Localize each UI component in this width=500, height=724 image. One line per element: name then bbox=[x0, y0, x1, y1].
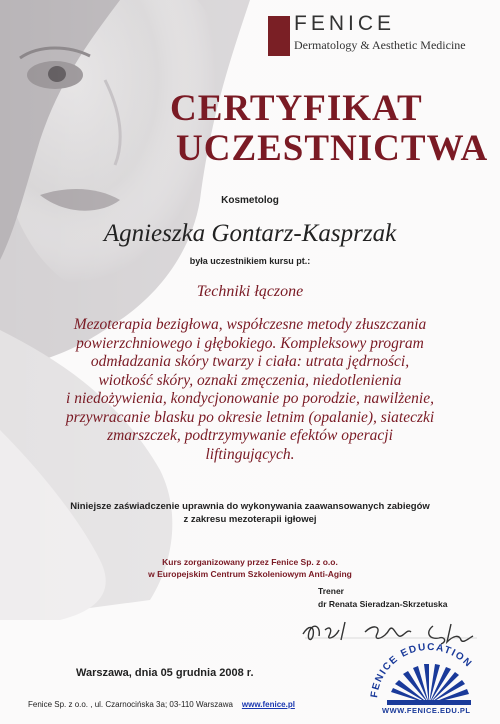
participation-text: była uczestnikiem kursu pt.: bbox=[189, 256, 311, 266]
title-line1-text: CERTYFIKAT bbox=[170, 88, 423, 129]
authorization-text bbox=[0, 500, 500, 526]
footer bbox=[28, 700, 295, 709]
course-title: Techniki łączone bbox=[196, 283, 304, 300]
description-line: Mezoterapia bezigłowa, współczesne metody złuszczania bbox=[73, 316, 427, 333]
organizer-line: w Europejskim Centrum Szkoleniowym Anti-Aging bbox=[148, 569, 352, 579]
organizer-text bbox=[0, 556, 500, 580]
footer-link[interactable]: www.fenice.pl bbox=[241, 700, 295, 709]
participant-name: Agnieszka Gontarz-Kasprzak bbox=[103, 220, 397, 247]
description-line: i niedożywienia, kondycjonowanie po porodzie, nawilżenie, bbox=[66, 390, 434, 407]
trainer-name: dr Renata Sieradzan-Skrzetuska bbox=[318, 599, 448, 609]
trainer-label: Trener bbox=[318, 586, 344, 596]
certificate-title-line2 bbox=[176, 130, 500, 167]
education-url[interactable]: WWW.FENICE.EDU.PL bbox=[382, 706, 471, 715]
title-line2-text: UCZESTNICTWA bbox=[176, 128, 489, 169]
place-date: Warszawa, dnia 05 grudnia 2008 r. bbox=[76, 667, 254, 679]
course-description bbox=[0, 316, 500, 464]
certificate-title-line1 bbox=[170, 90, 500, 127]
description-line: odmładzania skóry twarzy i ciała: utrata jędrności, bbox=[90, 353, 410, 370]
footer-address: Fenice Sp. z o.o. , ul. Czarnocińska 3a; 03-110 Warszawa bbox=[28, 700, 233, 709]
description-line: wiotkość skóry, oznaki zmęczenia, niedotlenienia bbox=[98, 371, 402, 389]
authorization-line: Niniejsze zaświadczenie uprawnia do wykonywania zaawansowanych zabiegów bbox=[70, 501, 430, 512]
participant-role: Kosmetolog bbox=[221, 195, 279, 206]
description-line: liftingujących. bbox=[205, 445, 295, 463]
logo-mark bbox=[268, 16, 290, 56]
authorization-line: z zakresu mezoterapii igłowej bbox=[183, 514, 317, 525]
description-line: powierzchniowego i głębokiego. Kompleksowy program bbox=[76, 334, 424, 352]
organizer-line: Kurs zorganizowany przez Fenice Sp. z o.o. bbox=[162, 557, 338, 567]
description-line: przywracanie blasku po okresie letnim (opalanie), siateczki bbox=[65, 408, 435, 426]
education-label: FENICE EDUCATION bbox=[369, 641, 475, 699]
svg-text:FENICE EDUCATION bbox=[369, 642, 474, 699]
logo-subtitle: Dermatology & Aesthetic Medicine bbox=[294, 38, 466, 52]
sun-rays-icon bbox=[391, 664, 469, 704]
logo-name: FENICE bbox=[294, 12, 396, 35]
description-line: zmarszczek, podtrzymywanie efektów operacji bbox=[107, 427, 393, 444]
